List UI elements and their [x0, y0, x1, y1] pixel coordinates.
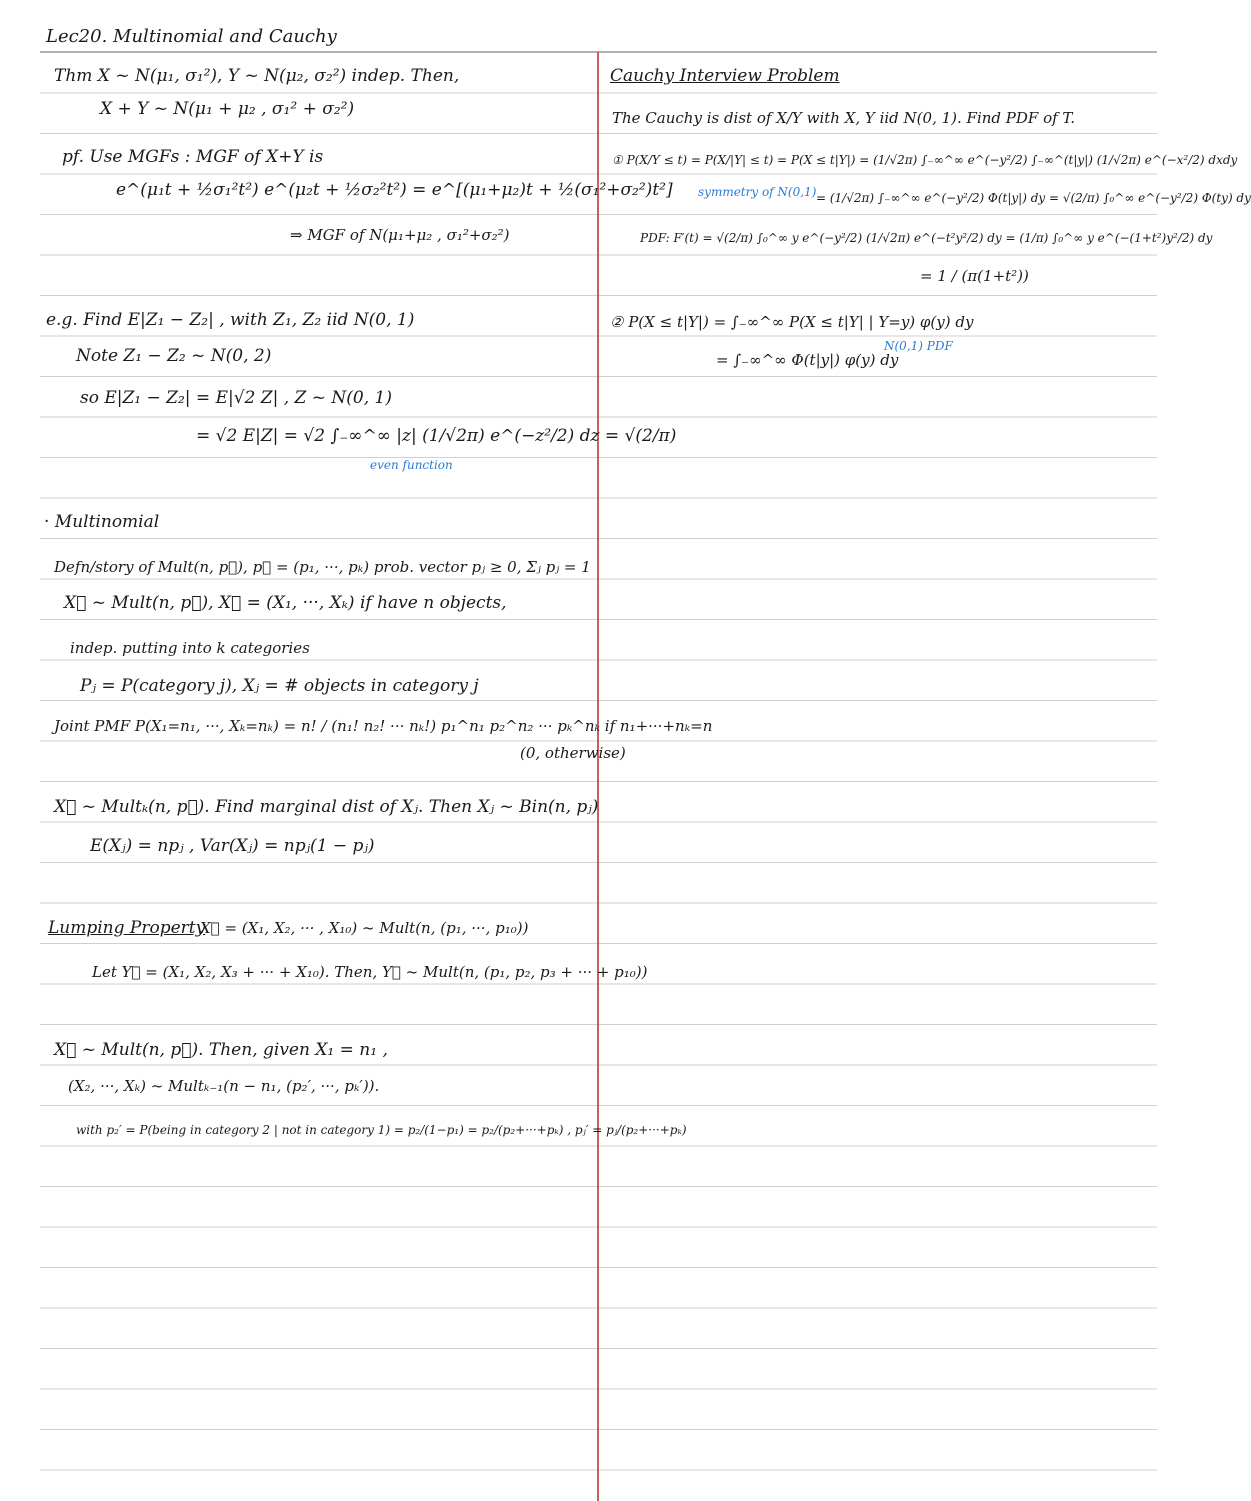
joint-pmf: Joint PMF P(X₁=n₁, ···, Xₖ=nₖ) = n! / (n₁! n₂! ··· nₖ!) p₁^n₁ p₂^n₂ ··· pₖ^nₖ if n₁+···+nₖ=n — [54, 717, 713, 735]
cauchy-pdf-derivation: PDF: F′(t) = √(2/π) ∫₀^∞ y e^(−y²/2) (1/√2π) e^(−t²y²/2) dy = (1/π) ∫₀^∞ y e^(−(1+t²)y²/2) dy — [640, 231, 1213, 245]
even-function-note: even function — [370, 458, 453, 472]
cauchy-method1-cdf: ① P(X/Y ≤ t) = P(X/|Y| ≤ t) = P(X ≤ t|Y|) = (1/√2π) ∫₋∞^∞ e^(−y²/2) ∫₋∞^(t|y|) (1/√2π) e^(−x²/2) dxdy — [612, 153, 1238, 167]
example-statement: e.g. Find E|Z₁ − Z₂| , with Z₁, Z₂ iid N(0, 1) — [46, 310, 415, 330]
symmetry-note: symmetry of N(0,1) — [698, 185, 817, 199]
cauchy-method2: ② P(X ≤ t|Y|) = ∫₋∞^∞ P(X ≤ t|Y| | Y=y) φ(y) dy — [610, 313, 974, 331]
multinomial-vector: X⃗ ~ Mult(n, p⃗), X⃗ = (X₁, ···, Xₖ) if have n objects, — [64, 593, 507, 613]
lumping-result: Let Y⃗ = (X₁, X₂, X₃ + ··· + X₁₀). Then, Y⃗ ~ Mult(n, (p₁, p₂, p₃ + ··· + p₁₀)) — [92, 963, 648, 981]
example-step: so E|Z₁ − Z₂| = E|√2 Z| , Z ~ N(0, 1) — [80, 388, 392, 408]
conditional-statement: X⃗ ~ Mult(n, p⃗). Then, given X₁ = n₁ , — [54, 1040, 388, 1060]
conditional-probabilities: with p₂′ = P(being in category 2 | not in category 1) = p₂/(1−p₁) = p₂/(p₂+···+pₖ) , pⱼ′ = pⱼ/(p₂+···+pₖ) — [76, 1123, 687, 1137]
lumping-vector: X⃗ = (X₁, X₂, ··· , X₁₀) ~ Mult(n, (p₁, ···, p₁₀)) — [200, 919, 529, 937]
proof-mgf-product: e^(μ₁t + ½σ₁²t²) e^(μ₂t + ½σ₂²t²) = e^[(μ₁+μ₂)t + ½(σ₁²+σ₂²)t²] — [116, 180, 673, 200]
theorem-result: X + Y ~ N(μ₁ + μ₂ , σ₁² + σ₂²) — [100, 99, 355, 119]
category-probability: Pⱼ = P(category j), Xⱼ = # objects in category j — [80, 676, 479, 696]
cauchy-method1-simplified: = (1/√2π) ∫₋∞^∞ e^(−y²/2) Φ(t|y|) dy = √(2/π) ∫₀^∞ e^(−y²/2) Φ(ty) dy — [816, 191, 1251, 205]
marginal-distribution: X⃗ ~ Multₖ(n, p⃗). Find marginal dist of Xⱼ. Then Xⱼ ~ Bin(n, pⱼ) — [54, 797, 599, 817]
lumping-heading: Lumping Property — [48, 918, 206, 938]
normal-pdf-note: N(0,1) PDF — [884, 339, 953, 353]
theorem-statement: Thm X ~ N(μ₁, σ₁²), Y ~ N(μ₂, σ₂²) indep. Then, — [54, 66, 460, 86]
proof-intro: pf. Use MGFs : MGF of X+Y is — [62, 147, 324, 167]
marginal-moments: E(Xⱼ) = npⱼ , Var(Xⱼ) = npⱼ(1 − pⱼ) — [90, 836, 375, 856]
cauchy-statement: The Cauchy is dist of X/Y with X, Y iid N(0, 1). Find PDF of T. — [612, 109, 1075, 127]
multinomial-definition: Defn/story of Mult(n, p⃗), p⃗ = (p₁, ···, pₖ) prob. vector pⱼ ≥ 0, Σⱼ pⱼ = 1 — [54, 558, 591, 576]
page-title: Lec20. Multinomial and Cauchy — [46, 26, 337, 47]
proof-conclusion: ⇒ MGF of N(μ₁+μ₂ , σ₁²+σ₂²) — [290, 226, 510, 244]
conditional-distribution: (X₂, ···, Xₖ) ~ Multₖ₋₁(n − n₁, (p₂′, ···, pₖ′)). — [68, 1077, 380, 1095]
cauchy-pdf-result: = 1 / (π(1+t²)) — [920, 267, 1029, 285]
multinomial-heading: · Multinomial — [44, 512, 160, 532]
joint-pmf-otherwise: (0, otherwise) — [520, 744, 626, 762]
cauchy-method2-result: = ∫₋∞^∞ Φ(t|y|) φ(y) dy — [716, 351, 899, 369]
example-integral: = √2 E|Z| = √2 ∫₋∞^∞ |z| (1/√2π) e^(−z²/2) dz = √(2/π) — [196, 426, 677, 446]
cauchy-heading: Cauchy Interview Problem — [610, 66, 840, 86]
example-note: Note Z₁ − Z₂ ~ N(0, 2) — [76, 346, 272, 366]
multinomial-categories: indep. putting into k categories — [70, 639, 310, 657]
